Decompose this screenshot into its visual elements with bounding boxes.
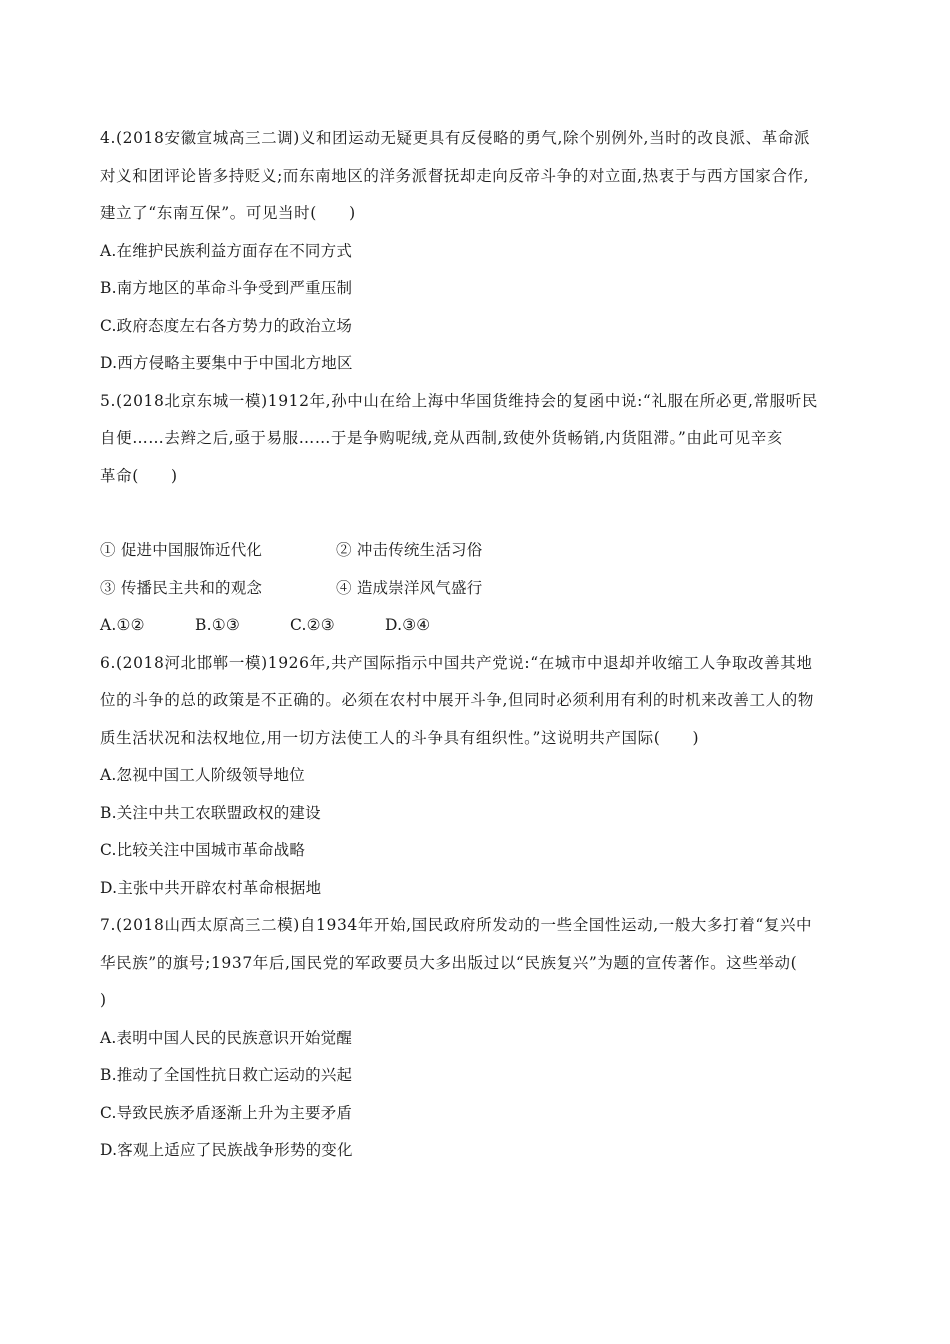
question-5 <box>100 383 860 645</box>
question-4 <box>100 120 860 383</box>
option-d: D.③④ <box>385 616 431 634</box>
question-stem-line: 革命( ) <box>100 466 178 485</box>
option-c: C.导致民族矛盾逐渐上升为主要矛盾 <box>100 1103 353 1122</box>
question-stem-line: 7.(2018山西太原高三二模)自1934年开始,国民政府所发动的一些全国性运动,一般大多打着“复兴中 <box>100 916 813 934</box>
question-stem-line: 自便……去辫之后,亟于易服……于是争购呢绒,竞从西制,致使外货畅销,内货阻滞。”由此可见辛亥 <box>100 429 783 447</box>
statement-3: ③ 传播民主共和的观念 <box>100 578 263 597</box>
option-b: B.关注中共工农联盟政权的建设 <box>100 803 321 822</box>
statement-1: ① 促进中国服饰近代化 <box>100 541 263 559</box>
option-a: A.忽视中国工人阶级领导地位 <box>100 766 305 784</box>
statement-row <box>100 570 860 608</box>
statement-4: ④ 造成崇洋风气盛行 <box>336 578 483 597</box>
option-c: C.②③ <box>290 616 335 634</box>
question-stem-line: 4.(2018安徽宣城高三二调)义和团运动无疑更具有反侵略的勇气,除个别例外,当时的改良派、革命派 <box>100 129 811 147</box>
question-stem-line: 位的斗争的总的政策是不正确的。必须在农村中展开斗争,但同时必须利用有利的时机来改善工人的物 <box>100 691 814 709</box>
question-stem-line: 对义和团评论皆多持贬义;而东南地区的洋务派督抚却走向反帝斗争的对立面,热衷于与西方国家合作, <box>100 166 810 185</box>
question-stem-line: 6.(2018河北邯郸一模)1926年,共产国际指示中国共产党说:“在城市中退却并收缩工人争取改善其地 <box>100 653 813 672</box>
option-c: C.政府态度左右各方势力的政治立场 <box>100 316 353 335</box>
question-6 <box>100 645 860 908</box>
option-b: B.南方地区的革命斗争受到严重压制 <box>100 279 353 297</box>
option-b: B.推动了全国性抗日救亡运动的兴起 <box>100 1066 353 1084</box>
statement-2: ② 冲击传统生活习俗 <box>336 541 483 559</box>
option-row <box>100 607 860 645</box>
document-page <box>100 120 860 1170</box>
option-a: A.表明中国人民的民族意识开始觉醒 <box>100 1028 353 1047</box>
statement-row <box>100 532 860 570</box>
question-stem-line: ) <box>100 991 107 1009</box>
option-d: D.西方侵略主要集中于中国北方地区 <box>100 354 353 372</box>
option-d: D.主张中共开辟农村革命根据地 <box>100 878 322 897</box>
question-stem-line: 建立了“东南互保”。可见当时( ) <box>100 204 356 222</box>
option-a: A.在维护民族利益方面存在不同方式 <box>100 241 353 260</box>
question-stem-line: 华民族”的旗号;1937年后,国民党的军政要员大多出版过以“民族复兴”为题的宣传著作。这些举动( <box>100 953 798 972</box>
question-7 <box>100 907 860 1170</box>
option-b: B.①③ <box>195 616 240 634</box>
option-d: D.客观上适应了民族战争形势的变化 <box>100 1141 353 1159</box>
option-c: C.比较关注中国城市革命战略 <box>100 841 306 859</box>
question-stem-line: 5.(2018北京东城一模)1912年,孙中山在给上海中华国货维持会的复函中说:“礼服在所必更,常服听民 <box>100 391 818 410</box>
option-a: A.①② <box>100 616 145 634</box>
blank-spacer <box>100 495 860 532</box>
question-stem-line: 质生活状况和法权地位,用一切方法使工人的斗争具有组织性。”这说明共产国际( ) <box>100 728 700 747</box>
